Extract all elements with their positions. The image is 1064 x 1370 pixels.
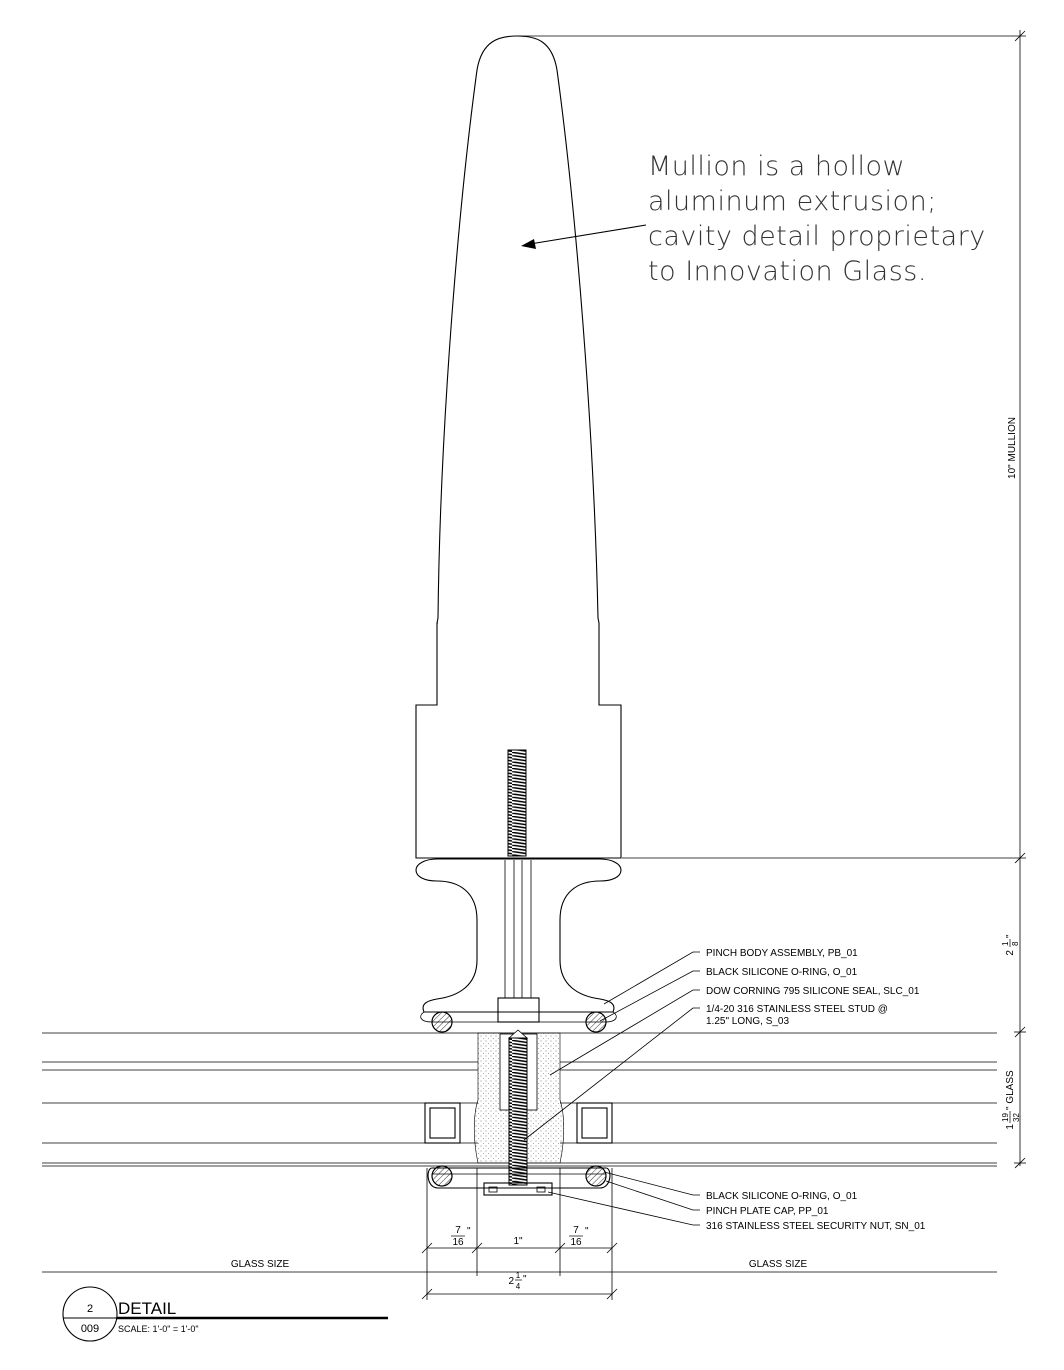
upper-callouts bbox=[706, 948, 920, 1027]
dim-left-gap bbox=[451, 1225, 471, 1248]
svg-text:1: 1 bbox=[1001, 941, 1010, 946]
svg-text:2: 2 bbox=[1005, 950, 1016, 956]
callout-silicone-seal: DOW CORNING 795 SILICONE SEAL, SLC_01 bbox=[706, 986, 920, 997]
mullion-note bbox=[648, 151, 986, 287]
note-line: to Innovation Glass. bbox=[648, 256, 927, 287]
callout-o-ring-upper: BLACK SILICONE O-RING, O_01 bbox=[706, 967, 858, 978]
svg-text:32: 32 bbox=[1012, 1113, 1021, 1122]
detail-number: 2 bbox=[86, 1303, 94, 1315]
svg-text:2: 2 bbox=[508, 1276, 514, 1287]
detail-scale: SCALE: 1'-0" = 1'-0" bbox=[118, 1324, 199, 1334]
upper-stud bbox=[508, 750, 526, 856]
svg-text:": " bbox=[523, 1274, 527, 1285]
dim-glass-size-right: GLASS SIZE bbox=[748, 1259, 808, 1270]
callout-stud: 1/4-20 316 STAINLESS STEEL STUD @ bbox=[706, 1004, 888, 1015]
svg-text:19: 19 bbox=[1001, 1113, 1010, 1122]
detail-title: DETAIL bbox=[118, 1299, 177, 1318]
dim-glass bbox=[1001, 1070, 1021, 1130]
dim-right-gap bbox=[569, 1225, 589, 1248]
dim-pinch-body bbox=[1001, 934, 1020, 956]
svg-text:8: 8 bbox=[1011, 941, 1020, 946]
svg-text:1: 1 bbox=[515, 1271, 521, 1280]
svg-text:4: 4 bbox=[515, 1282, 521, 1291]
svg-text:": " bbox=[1005, 934, 1016, 938]
dim-center: 1" bbox=[513, 1236, 523, 1247]
lower-stud bbox=[509, 1030, 527, 1185]
callout-security-nut: 316 STAINLESS STEEL SECURITY NUT, SN_01 bbox=[706, 1221, 926, 1232]
svg-text:7: 7 bbox=[455, 1225, 461, 1236]
dim-total bbox=[508, 1271, 527, 1291]
lower-callouts bbox=[706, 1191, 926, 1232]
note-line: Mullion is a hollow bbox=[648, 151, 906, 182]
callout-stud-length: 1.25" LONG, S_03 bbox=[706, 1016, 790, 1027]
callout-o-ring-lower: BLACK SILICONE O-RING, O_01 bbox=[706, 1191, 858, 1202]
sheet-number: 009 bbox=[80, 1323, 100, 1335]
callout-pinch-body: PINCH BODY ASSEMBLY, PB_01 bbox=[706, 948, 858, 959]
svg-text:7: 7 bbox=[573, 1225, 579, 1236]
svg-text:16: 16 bbox=[570, 1237, 582, 1248]
dim-glass-size-left: GLASS SIZE bbox=[230, 1259, 290, 1270]
svg-text:1: 1 bbox=[1005, 1124, 1016, 1130]
pinch-body bbox=[416, 859, 621, 1022]
note-leader bbox=[521, 225, 646, 249]
mullion-profile bbox=[416, 36, 621, 858]
dim-mullion: 10" MULLION bbox=[1007, 417, 1018, 479]
svg-text:" GLASS: " GLASS bbox=[1005, 1070, 1016, 1110]
note-line: aluminum extrusion; bbox=[648, 186, 937, 217]
svg-text:": " bbox=[585, 1226, 589, 1237]
svg-text:16: 16 bbox=[452, 1237, 464, 1248]
callout-pinch-plate: PINCH PLATE CAP, PP_01 bbox=[706, 1206, 829, 1217]
svg-text:": " bbox=[467, 1226, 471, 1237]
note-line: cavity detail proprietary bbox=[648, 221, 986, 252]
title-block bbox=[63, 1287, 388, 1341]
